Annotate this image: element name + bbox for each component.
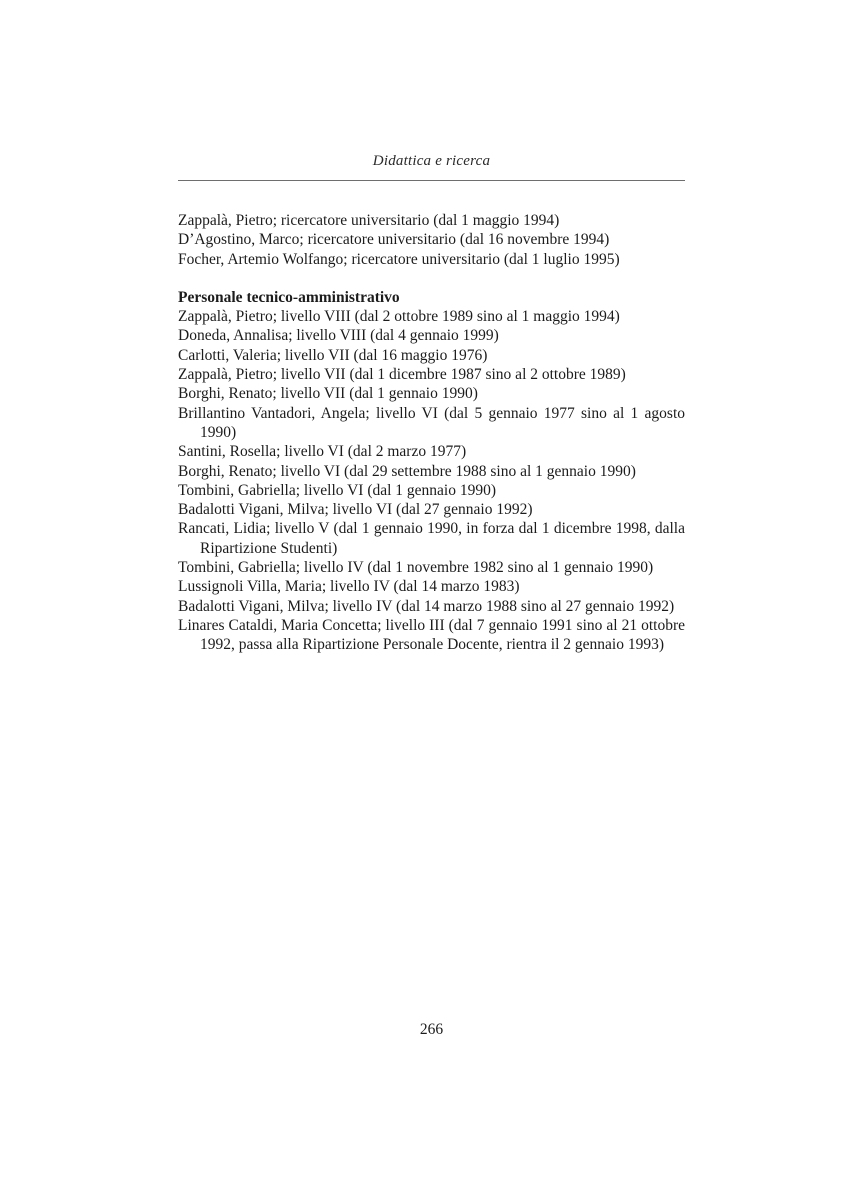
personnel-entry: Focher, Artemio Wolfango; ricercatore universitario (dal 1 luglio 1995) [178, 250, 620, 268]
text-block [178, 153, 685, 655]
personnel-entry: Borghi, Renato; livello VII (dal 1 gennaio 1990) [178, 385, 478, 403]
page-number: 266 [419, 1021, 444, 1038]
body-text [178, 211, 685, 655]
section-heading: Personale tecnico-amministrativo [178, 288, 400, 306]
personnel-entry: Badalotti Vigani, Milva; livello IV (dal 14 marzo 1988 sino al 27 gennaio 1992) [178, 597, 675, 615]
personnel-entry: Zappalà, Pietro; livello VIII (dal 2 ottobre 1989 sino al 1 maggio 1994) [178, 308, 620, 326]
running-head [178, 153, 685, 181]
personnel-entry: Brillantino Vantadori, Angela; livello VI (dal 5 gennaio 1977 sino al 1 agosto 1990) [178, 404, 685, 441]
personnel-entry: Zappalà, Pietro; livello VII (dal 1 dicembre 1987 sino al 2 ottobre 1989) [178, 366, 626, 384]
personnel-entry: D’Agostino, Marco; ricercatore universitario (dal 16 novembre 1994) [178, 231, 610, 249]
personnel-entry: Linares Cataldi, Maria Concetta; livello III (dal 7 gennaio 1991 sino al 21 ottobre 1992, passa alla Ripartizione Personale Docente, rientra il 2 gennaio 1993) [178, 616, 685, 654]
personnel-entry: Doneda, Annalisa; livello VIII (dal 4 gennaio 1999) [178, 327, 499, 345]
personnel-entry: Carlotti, Valeria; livello VII (dal 16 maggio 1976) [178, 346, 488, 364]
personnel-entry: Rancati, Lidia; livello V (dal 1 gennaio 1990, in forza dal 1 dicembre 1998, dalla Ripartizione Studenti) [178, 520, 685, 557]
personnel-entry: Lussignoli Villa, Maria; livello IV (dal 14 marzo 1983) [178, 578, 520, 596]
personnel-entry: Tombini, Gabriella; livello IV (dal 1 novembre 1982 sino al 1 gennaio 1990) [178, 559, 654, 577]
personnel-entry: Santini, Rosella; livello VI (dal 2 marzo 1977) [178, 443, 467, 461]
personnel-entry: Tombini, Gabriella; livello VI (dal 1 gennaio 1990) [178, 481, 497, 499]
running-head-title: Didattica e ricerca [372, 153, 491, 169]
personnel-entry: Zappalà, Pietro; ricercatore universitario (dal 1 maggio 1994) [178, 212, 560, 229]
personnel-entry: Badalotti Vigani, Milva; livello VI (dal 27 gennaio 1992) [178, 501, 533, 519]
personnel-entry: Borghi, Renato; livello VI (dal 29 settembre 1988 sino al 1 gennaio 1990) [178, 462, 636, 480]
